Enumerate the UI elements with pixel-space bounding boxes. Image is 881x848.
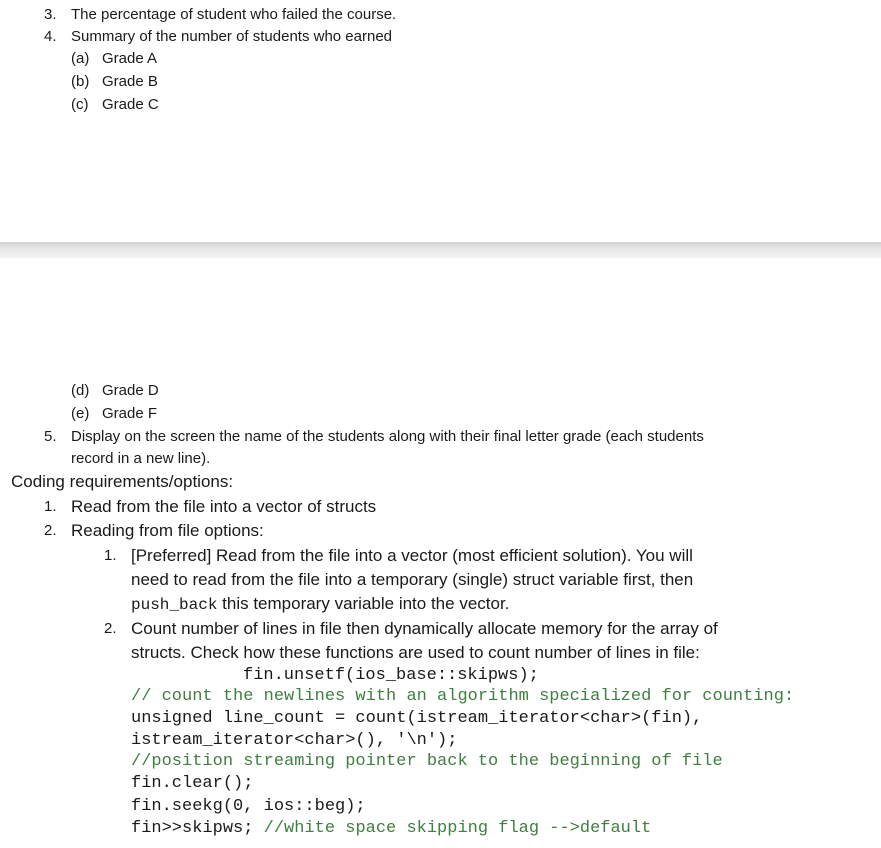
grade-item: Grade A xyxy=(102,50,158,67)
list-item-text: Read from the file into a vector of structs xyxy=(71,497,377,516)
grade-item: Grade F xyxy=(102,405,158,422)
code-line xyxy=(131,818,651,840)
sub-label: (d) xyxy=(71,382,90,399)
option-number: 2. xyxy=(104,620,117,637)
grade-item: Grade B xyxy=(102,73,158,90)
list-number: 2. xyxy=(44,522,57,539)
code-comment: // count the newlines with an algorithm specialized for counting: xyxy=(131,687,795,706)
option-text-cont: need to read from the file into a temporary (single) struct variable first, then xyxy=(131,570,694,589)
list-item-text: Display on the screen the name of the students along with their final letter grade (each students xyxy=(71,428,704,445)
sub-label: (e) xyxy=(71,405,90,422)
code-line: istream_iterator<char>(), '\n'); xyxy=(131,731,458,750)
list-number: 1. xyxy=(44,498,57,515)
list-item-text: Reading from file options: xyxy=(71,521,264,540)
sub-label: (a) xyxy=(71,50,90,67)
list-item-text-cont: record in a new line). xyxy=(71,450,211,467)
option-number: 1. xyxy=(104,547,117,564)
option-text: [Preferred] Read from the file into a vector (most efficient solution). You will xyxy=(131,546,693,565)
grade-item: Grade D xyxy=(102,382,159,399)
sub-label: (b) xyxy=(71,73,90,90)
code-comment: //position streaming pointer back to the beginning of file xyxy=(131,752,723,771)
list-number: 3. xyxy=(44,6,57,23)
code-statement: fin>>skipws; xyxy=(131,819,264,838)
code-line: unsigned line_count = count(istream_iterator<char>(fin), xyxy=(131,709,703,728)
list-item-text: Summary of the number of students who earned xyxy=(71,28,393,45)
list-item-text: The percentage of student who failed the course. xyxy=(71,6,397,23)
section-heading: Coding requirements/options: xyxy=(11,472,234,491)
list-number: 5. xyxy=(44,428,57,445)
code-line: fin.clear(); xyxy=(131,774,254,793)
code-comment: //white space skipping flag -->default xyxy=(263,819,652,838)
sub-label: (c) xyxy=(71,96,89,113)
grade-item: Grade C xyxy=(102,96,159,113)
option-text: Count number of lines in file then dynamically allocate memory for the array of xyxy=(131,619,718,638)
option-text-cont: structs. Check how these functions are used to count number of lines in file: xyxy=(131,643,700,662)
code-line: fin.seekg(0, ios::beg); xyxy=(131,797,366,816)
option-text-cont xyxy=(131,593,509,616)
page-divider xyxy=(0,242,881,258)
inline-code: push_back xyxy=(131,596,218,614)
list-number: 4. xyxy=(44,28,57,45)
code-line: fin.unsetf(ios_base::skipws); xyxy=(243,666,539,685)
option-text-tail: this temporary variable into the vector. xyxy=(217,594,510,613)
